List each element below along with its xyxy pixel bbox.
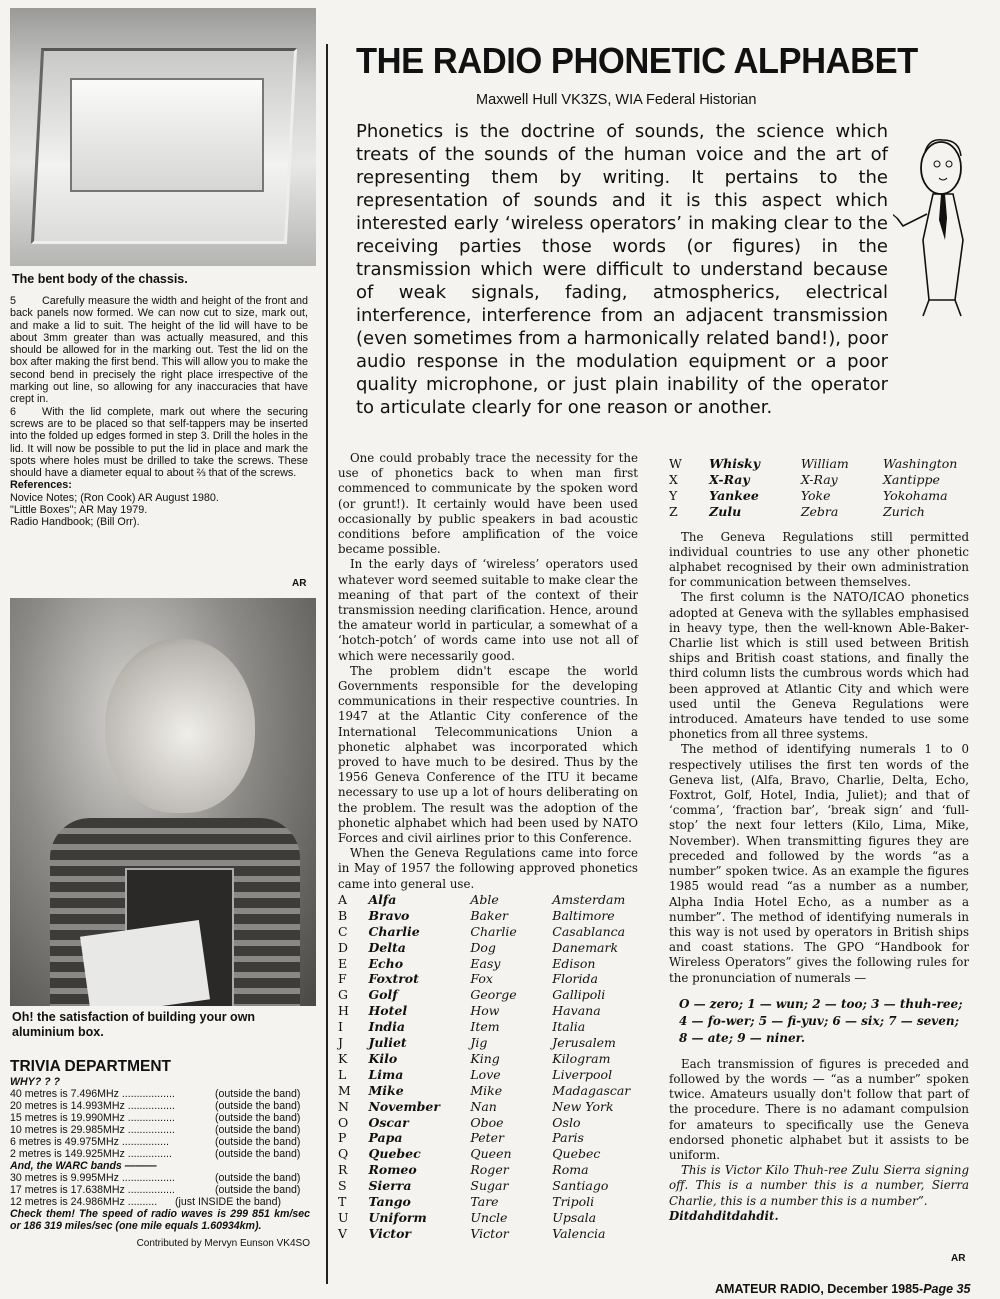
able-baker-word: Baker [470, 907, 508, 923]
nato-word: Charlie [368, 923, 420, 939]
phonetic-row-a [338, 892, 638, 908]
phonetic-letter: M [338, 1082, 351, 1098]
phonetic-letter: D [338, 939, 349, 955]
paragraph: When the Geneva Regulations came into force in May of 1957 the following approved phonetics came into general use. [338, 846, 638, 891]
nato-word: Oscar [368, 1114, 409, 1130]
child-photo-caption: Oh! the satisfaction of building your own aluminium box. [12, 1010, 256, 1039]
phonetic-row-q [338, 1146, 638, 1162]
phonetic-row-z [669, 504, 969, 520]
able-baker-word: How [470, 1003, 500, 1019]
step-5: 5 Carefully measure the width and height of the front and back panels now formed. We can now cut to size, mark out, and make a lid to suit. The height of the lid will have to be about 3mm greater than was actually measured, and this should be allowed for in the marking out. Test the lid on the box after making the first bend. This will allow you to make the second bend in precisely the right place irrespective of the marking out line, so allowing for any inaccuracies that have crept in. [10, 295, 308, 406]
trivia-row: 2 metres is 149.925MHz ............... (outside the band) [10, 1148, 301, 1160]
phonetic-table-right [669, 456, 969, 520]
able-baker-word: Peter [470, 1130, 505, 1146]
article-intro: Phonetics is the doctrine of sounds, the science which treats of the sounds of the human voice and the art of representing them by writing. It pertains to the representation of sounds and it is this aspect which interested early ‘wireless operators’ in making clear to the receiving parties those words (or figures) in the transmission which were difficult to understand because of weak signals, fading, atmospherics, electrical interference, interference from an adjacent transmission (even sometimes from a harmonically related band!), poor audio response in the modulation equipment or a poor quality microphone, or just plain inability of the operator to articulate clearly for one reason or another. [356, 121, 888, 418]
page-footer: AMATEUR RADIO, December 1985-Page 35 [715, 1282, 971, 1296]
phonetic-row-t [338, 1194, 638, 1210]
atlantic-city-word: Casablanca [552, 923, 626, 939]
nato-word: November [368, 1098, 440, 1114]
phonetic-letter: A [338, 891, 348, 907]
phonetic-letter: H [338, 1003, 349, 1019]
trivia-department [10, 1058, 310, 1250]
atlantic-city-word: Jerusalem [552, 1035, 616, 1051]
nato-word: Golf [368, 987, 398, 1003]
phonetic-row-e [338, 956, 638, 972]
phonetic-letter: B [338, 907, 348, 923]
trivia-row: 40 metres is 7.496MHz .................. (outside the band) [10, 1088, 301, 1100]
able-baker-word: Love [470, 1066, 501, 1082]
phonetic-letter: U [338, 1210, 349, 1226]
able-baker-word: X-Ray [800, 471, 838, 487]
paragraph: The Geneva Regulations still permitted individual countries to use any other phonetic alphabet recognised by their own administration for communication between themselves. [669, 529, 969, 590]
able-baker-word: Oboe [470, 1114, 504, 1130]
signoff-morse: Ditdahditdahdit. [669, 1208, 779, 1223]
atlantic-city-word: Kilogram [552, 1050, 611, 1066]
atlantic-city-word: Washington [883, 456, 958, 471]
atlantic-city-word: Santiago [552, 1178, 609, 1194]
atlantic-city-word: New York [552, 1098, 614, 1114]
atlantic-city-word: Tripoli [552, 1194, 595, 1210]
chassis-photo [10, 8, 316, 266]
atlantic-city-word: Edison [552, 955, 596, 971]
atlantic-city-word: Upsala [552, 1210, 597, 1226]
nato-word: Papa [368, 1130, 403, 1146]
phonetic-row-g [338, 987, 638, 1003]
phonetic-row-b [338, 908, 638, 924]
able-baker-word: George [470, 987, 517, 1003]
able-baker-word: Zebra [800, 503, 839, 519]
nato-word: Uniform [368, 1210, 427, 1226]
phonetic-letter: E [338, 955, 348, 971]
phonetic-row-w [669, 456, 969, 472]
phonetic-letter: L [338, 1066, 347, 1082]
able-baker-word: Nan [470, 1098, 497, 1114]
atlantic-city-word: Havana [552, 1003, 601, 1019]
nato-word: Foxtrot [368, 971, 419, 987]
able-baker-word: Roger [470, 1162, 509, 1178]
atlantic-city-word: Liverpool [552, 1066, 613, 1082]
paragraph: The problem didn't escape the world Governments responsible for the developing communications in their respective countries. In 1947 at the Atlantic City conference of the International Telecommunications Union a phonetic alphabet was incorporated which proved to have much to be desired. Thus by the 1956 Geneva Conference of the ITU it became necessary to use up a lot of hours deliberating on the problem. The result was the adoption of the phonetic alphabet which had been used by NATO Forces and civil airlines prior to this Conference. [338, 663, 638, 846]
able-baker-word: Tare [470, 1194, 499, 1210]
nato-word: Sierra [368, 1178, 412, 1194]
end-mark: AR [292, 578, 307, 589]
able-baker-word: Item [470, 1019, 500, 1035]
reference-item: "Little Boxes"; AR May 1979. [10, 504, 148, 517]
able-baker-word: Mike [470, 1082, 503, 1098]
atlantic-city-word: Roma [552, 1162, 589, 1178]
phonetic-letter: G [338, 987, 348, 1003]
chassis-photo-caption: The bent body of the chassis. [12, 272, 188, 286]
able-baker-word: Fox [470, 971, 493, 987]
able-baker-word: Yoke [800, 487, 831, 503]
phonetic-letter: O [338, 1114, 349, 1130]
assembly-steps [10, 295, 308, 529]
nato-word: Zulu [709, 503, 742, 519]
able-baker-word: Jig [470, 1035, 488, 1051]
nato-word: Romeo [368, 1162, 417, 1178]
article-title: THE RADIO PHONETIC ALPHABET [356, 40, 918, 81]
atlantic-city-word: Danemark [552, 939, 619, 955]
numeral-line: 4 — fo-wer; 5 — fi-yuv; 6 — six; 7 — seven; [679, 1013, 960, 1028]
nato-word: Hotel [368, 1003, 408, 1019]
step-6: 6 With the lid complete, mark out where the securing screws are to be placed so that self-tappers may be inserted into the folded up edges formed in step 3. Drill the holes in the lid. It will now be possible to put the lid in place and mark the spots where holes must be drilled to take the screws. These should have a diameter equal to about ⅔ that of the screws. [10, 405, 308, 480]
atlantic-city-word: Yokohama [883, 487, 948, 503]
phonetic-row-k [338, 1051, 638, 1067]
numeral-pronunciation [679, 996, 969, 1047]
phonetic-row-o [338, 1115, 638, 1131]
atlantic-city-word: Gallipoli [552, 987, 606, 1003]
paragraph: The first column is the NATO/ICAO phonetics adopted at Geneva with the syllables emphasised in heavy type, then the well-known Able-Baker-Charlie list which is still used between British ships and British coast stations, and finally the third column lists the cumbrous words which had been approved at Atlantic City and which were used until the Geneva Regulations were introduced. Amateurs have tended to use some phonetics from all three systems. [669, 590, 969, 742]
able-baker-word: Easy [470, 955, 501, 971]
phonetic-table-left [338, 892, 638, 1242]
atlantic-city-word: Zurich [883, 503, 925, 519]
phonetic-letter: R [338, 1162, 348, 1178]
phonetic-row-p [338, 1130, 638, 1146]
nato-word: Delta [368, 939, 406, 955]
able-baker-word: Charlie [470, 923, 517, 939]
phonetic-letter: I [338, 1019, 343, 1035]
nato-word: India [368, 1019, 405, 1035]
signoff: This is Victor Kilo Thuh-ree Zulu Sierra signing off. This is a number this is a number, Sierra Charlie, this is a number this is a number”. [669, 1163, 969, 1208]
paragraph: In the early days of ‘wireless’ operators used whatever word seemed suitable to make clear the meaning of that part of the context of their transmission needing clarification. Hence, around the amateur world in particular, a somewhat of a ‘hotch-potch’ of words came into use not all of which were necessarily good. [338, 557, 638, 663]
paragraph: One could probably trace the necessity for the use of phonetics back to when man first commenced to communicate by the spoken word (or grunt!). It certainly would have been used occasionally by public speakers in bad acoustic conditions before amplification of the voice became possible. [338, 451, 638, 557]
phonetic-row-i [338, 1019, 638, 1035]
atlantic-city-word: Oslo [552, 1114, 581, 1130]
nato-word: Juliet [368, 1035, 407, 1051]
able-baker-word: Dog [470, 939, 496, 955]
phonetic-letter: Y [669, 487, 678, 503]
phonetic-letter: S [338, 1178, 347, 1194]
numeral-line: O — zero; 1 — wun; 2 — too; 3 — thuh-ree; [679, 996, 963, 1011]
atlantic-city-word: Baltimore [552, 907, 615, 923]
trivia-row: 10 metres is 29.985MHz ................ (outside the band) [10, 1124, 301, 1136]
phonetic-letter: Q [338, 1146, 349, 1162]
article-column-right [669, 456, 969, 1224]
phonetic-row-u [338, 1210, 638, 1226]
nato-word: Echo [368, 955, 404, 971]
phonetic-row-s [338, 1178, 638, 1194]
phonetic-row-v [338, 1226, 638, 1242]
nato-word: Alfa [368, 891, 397, 907]
phonetic-row-f [338, 971, 638, 987]
nato-word: Whisky [709, 456, 760, 471]
phonetic-row-l [338, 1067, 638, 1083]
phonetic-row-y [669, 488, 969, 504]
phonetic-row-x [669, 472, 969, 488]
trivia-row: 6 metres is 49.975MHz ................ (outside the band) [10, 1136, 301, 1148]
phonetic-letter: P [338, 1130, 347, 1146]
trivia-warc-label: And, the WARC bands ——— [10, 1160, 157, 1172]
trivia-row: 12 metres is 24.986MHz .......... (just INSIDE the band) [10, 1196, 281, 1208]
phonetic-row-j [338, 1035, 638, 1051]
phonetic-letter: V [338, 1225, 348, 1241]
child-photo [10, 598, 316, 1006]
reference-item: Novice Notes; (Ron Cook) AR August 1980. [10, 491, 219, 504]
trivia-row: 15 metres is 19.990MHz ................ (outside the band) [10, 1112, 301, 1124]
phonetic-letter: W [669, 456, 682, 471]
references-label: References: [10, 479, 72, 492]
column-divider [326, 44, 328, 1284]
phonetic-letter: F [338, 971, 347, 987]
reference-item: Radio Handbook; (Bill Orr). [10, 516, 140, 529]
able-baker-word: Sugar [470, 1178, 509, 1194]
paragraph: Each transmission of figures is preceded and followed by the words — “as a number” spoken twice. Amateurs usually don't follow that part of the procedure. There is no adamant compulsion for amateurs to specifically use the Geneva endorsed phonetic alphabet but it assists to be uniform. [669, 1056, 969, 1162]
phonetic-letter: J [338, 1035, 344, 1051]
phonetic-row-h [338, 1003, 638, 1019]
nato-word: Tango [368, 1194, 411, 1210]
atlantic-city-word: Madagascar [552, 1082, 631, 1098]
trivia-contributor: Contributed by Mervyn Eunson VK4SO [136, 1238, 310, 1249]
atlantic-city-word: Amsterdam [552, 891, 626, 907]
nato-word: Quebec [368, 1146, 421, 1162]
cartoon-man-pointing-icon [893, 130, 973, 320]
article-byline: Maxwell Hull VK3ZS, WIA Federal Historian [476, 92, 757, 108]
nato-word: Lima [368, 1066, 404, 1082]
trivia-row: 17 metres is 17.638MHz ................ (outside the band) [10, 1184, 301, 1196]
paragraph: The method of identifying numerals 1 to 0 respectively utilises the first ten words of the Geneva list, (Alfa, Bravo, Charlie, Delta, Echo, Foxtrot, Golf, Hotel, India, Juliet); and that of ‘comma’, ‘fraction bar’, ‘break sign’ and ‘full-stop’ the next four letters (Kilo, Lima, Mike, November). When transmitting figures they are preceded and followed by the words “as a number” spoken twice. As an example the figures 1985 would read “as a number as a number, Alpha India Hotel Echo, as a number as a number”. The method of identifying numerals in this way is not used by operators in British ships and coast stations. The GPO “Handbook for Wireless Operators” gives the following rules for the pronunciation of numerals — [669, 742, 969, 985]
atlantic-city-word: Italia [552, 1019, 586, 1035]
nato-word: Yankee [709, 487, 759, 503]
atlantic-city-word: Xantippe [883, 471, 940, 487]
nato-word: X-Ray [709, 471, 750, 487]
end-mark: AR [951, 1253, 966, 1264]
phonetic-letter: C [338, 923, 348, 939]
trivia-row: 30 metres is 9.995MHz .................. (outside the band) [10, 1172, 301, 1184]
phonetic-row-d [338, 940, 638, 956]
trivia-check: Check them! The speed of radio waves is 299 851 km/sec or 186 319 miles/sec (one mile equals 1.60934km). [10, 1208, 310, 1232]
nato-word: Kilo [368, 1050, 398, 1066]
phonetic-row-r [338, 1162, 638, 1178]
phonetic-letter: Z [669, 503, 678, 519]
trivia-why: WHY? ? ? [10, 1076, 61, 1088]
phonetic-letter: T [338, 1194, 347, 1210]
phonetic-letter: K [338, 1050, 348, 1066]
phonetic-row-c [338, 924, 638, 940]
able-baker-word: King [470, 1050, 500, 1066]
atlantic-city-word: Valencia [552, 1225, 606, 1241]
trivia-row: 20 metres is 14.993MHz ................ (outside the band) [10, 1100, 301, 1112]
atlantic-city-word: Florida [552, 971, 598, 987]
trivia-title: TRIVIA DEPARTMENT [10, 1058, 172, 1075]
nato-word: Mike [368, 1082, 404, 1098]
phonetic-row-n [338, 1099, 638, 1115]
able-baker-word: Able [470, 891, 499, 907]
able-baker-word: William [800, 456, 849, 471]
able-baker-word: Queen [470, 1146, 512, 1162]
phonetic-letter: X [669, 471, 678, 487]
phonetic-row-m [338, 1083, 638, 1099]
numeral-line: 8 — ate; 9 — niner. [679, 1030, 806, 1045]
atlantic-city-word: Paris [552, 1130, 584, 1146]
atlantic-city-word: Quebec [552, 1146, 601, 1162]
able-baker-word: Victor [470, 1225, 509, 1241]
nato-word: Victor [368, 1225, 412, 1241]
able-baker-word: Uncle [470, 1210, 508, 1226]
article-column-middle [338, 451, 638, 1242]
phonetic-letter: N [338, 1098, 349, 1114]
nato-word: Bravo [368, 907, 410, 923]
